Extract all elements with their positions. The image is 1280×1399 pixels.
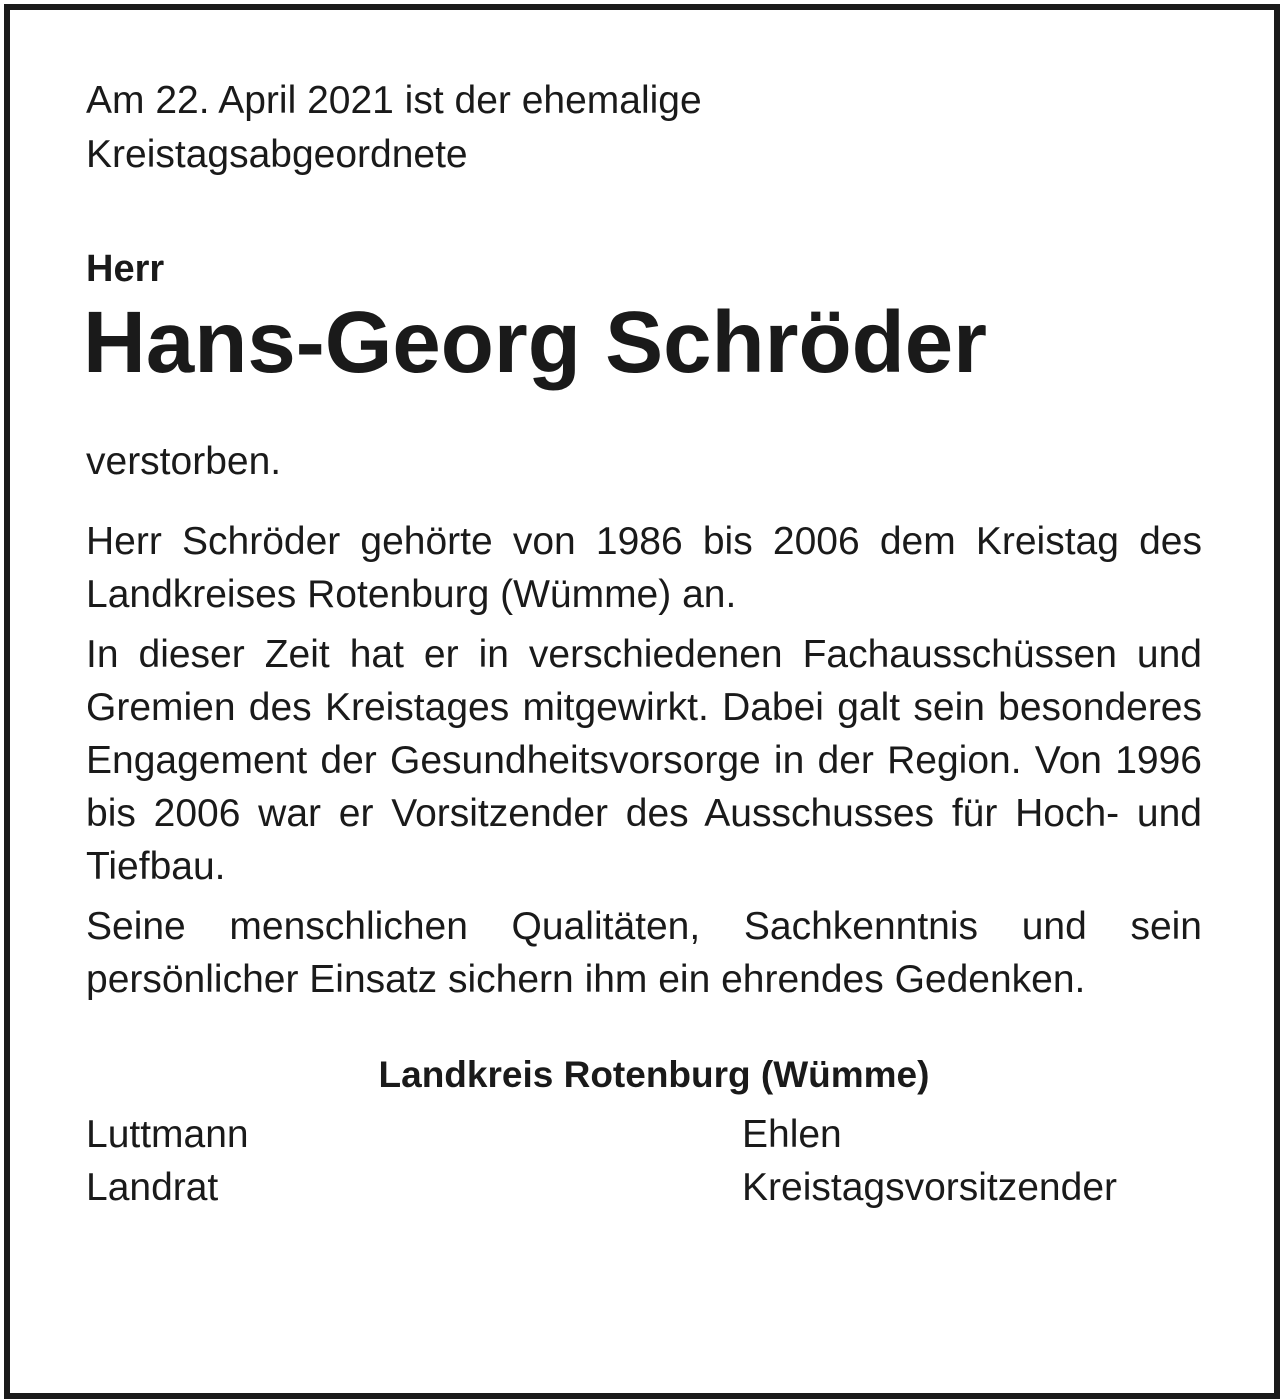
signer-name: Ehlen (742, 1113, 842, 1156)
deceased-name: Hans-Georg Schröder (83, 294, 988, 391)
paragraph-membership: Herr Schröder gehörte von 1986 bis 2006 dem Kreistag des Landkreises Rotenburg (Wümme) an. (86, 520, 1202, 616)
signer-landrat (86, 1108, 249, 1214)
salutation: Herr (86, 248, 165, 290)
intro-line-2: Kreistagsabgeordnete (86, 133, 468, 176)
intro-text (86, 74, 1202, 182)
signer-name: Luttmann (86, 1113, 249, 1156)
intro-line-1: Am 22. April 2021 ist der ehemalige (86, 79, 702, 122)
organization-name: Landkreis Rotenburg (Wümme) (378, 1054, 930, 1095)
deceased-word: verstorben. (86, 440, 282, 483)
paragraph-committees: In dieser Zeit hat er in verschiedenen Fachausschüssen und Gremien des Kreistages mitgewirkt. Dabei galt sein besonderes Engagement der Gesundheitsvorsorge in der Region. Von 1996 bis 2006 war er Vorsitzender des Ausschusses für Hoch- und Tiefbau. (86, 633, 1202, 888)
signer-title: Landrat (86, 1166, 219, 1209)
obituary-content (83, 74, 1202, 1218)
signer-kreistagsvorsitzender (742, 1108, 1117, 1214)
paragraph-remembrance: Seine menschlichen Qualitäten, Sachkenntnis und sein persönlicher Einsatz sichern ihm ein ehrendes Gedenken. (86, 905, 1202, 1001)
signers (86, 1108, 1202, 1218)
obituary-frame (4, 4, 1280, 1399)
signer-title: Kreistagsvorsitzender (742, 1166, 1117, 1209)
